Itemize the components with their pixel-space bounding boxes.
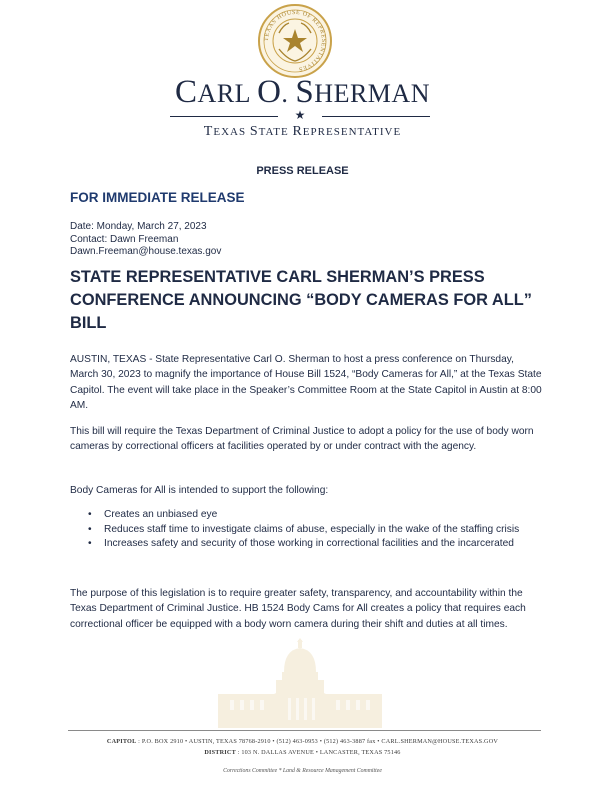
letterhead-divider-right (322, 116, 430, 117)
representative-name: CARL O. SHERMAN (175, 74, 430, 110)
list-item: • Increases safety and security of those working in correctional facilities and the incarcerated (88, 538, 514, 549)
star-icon: ★ (294, 108, 306, 122)
body-paragraph-1: AUSTIN, TEXAS - State Representative Carl O. Sherman to host a press conference on Thursday, March 30, 2023 to magnify the importance of House Bill 1524, “Body Cameras for All,” at the Texas State Capitol. The event will take place in the Speaker’s Committee Room at the State Capitol in Austin at 8:00 AM. (70, 354, 542, 411)
bullet-icon: • (88, 509, 92, 520)
bullet-icon: • (88, 523, 92, 535)
body-paragraph-4: The purpose of this legislation is to require greater safety, transparency, and accountability within the Texas Department of Criminal Justice. HB 1524 Body Cams for All creates a policy that requires each correctional officer be equipped with a body worn camera during their shift and duties at all times. (70, 588, 526, 630)
representative-title: TEXAS STATE REPRESENTATIVE (203, 124, 402, 139)
release-email[interactable]: Dawn.Freeman@house.texas.gov (70, 246, 222, 257)
support-list (88, 509, 542, 553)
immediate-release-heading: FOR IMMEDIATE RELEASE (70, 190, 245, 205)
footer-capitol-address: CAPITOL : P.O. BOX 2910 • AUSTIN, TEXAS 78768-2910 • (512) 463-0953 • (512) 463-3887 fax • CARL.SHERMAN@HOUSE.TEXAS.GOV (106, 738, 499, 745)
release-date: Date: Monday, March 27, 2023 (70, 221, 207, 232)
press-release-label: PRESS RELEASE (256, 165, 349, 177)
letterhead-divider-left (170, 116, 278, 117)
state-house-seal (257, 3, 333, 79)
footer-divider (68, 730, 541, 731)
list-item: • Reduces staff time to investigate claims of abuse, especially in the wake of the staffing crisis (88, 523, 520, 535)
bullet-icon: • (88, 538, 92, 549)
headline: STATE REPRESENTATIVE CARL SHERMAN’S PRESS CONFERENCE ANNOUNCING “BODY CAMERAS FOR ALL” BILL (70, 268, 532, 332)
list-item: • Creates an unbiased eye (88, 509, 218, 520)
svg-text:TEXAS HOUSE OF REPRESENTATIVES: TEXAS HOUSE OF REPRESENTATIVES (263, 9, 327, 72)
release-meta (70, 221, 221, 259)
capitol-building-watermark (210, 638, 390, 728)
body-paragraph-2: This bill will require the Texas Department of Criminal Justice to adopt a policy for the use of body worn cameras by correctional officers at facilities operated by or under contract with the agency. (70, 426, 534, 453)
release-contact: Contact: Dawn Freeman (70, 233, 179, 245)
footer-district-address: DISTRICT : 103 N. DALLAS AVENUE • LANCASTER, TEXAS 75146 (204, 749, 401, 756)
body-paragraph-3: Body Cameras for All is intended to support the following: (70, 485, 329, 496)
footer-committees: Corrections Committee * Land & Resource Management Committee (223, 768, 382, 774)
